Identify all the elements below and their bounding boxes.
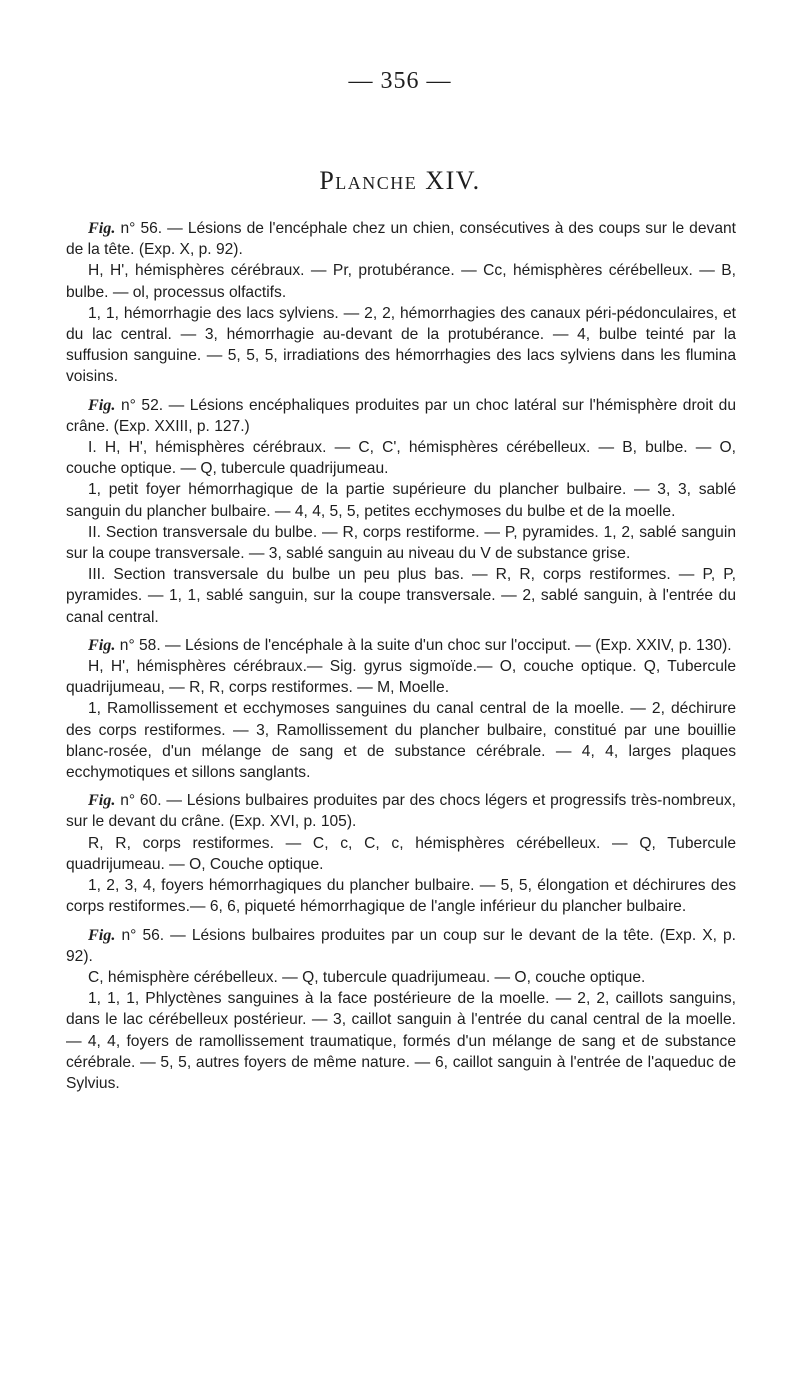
figure-label: Fig. xyxy=(88,925,116,944)
figure-heading xyxy=(66,790,736,832)
legend-paragraph: 1, 2, 3, 4, foyers hémorrhagiques du plancher bulbaire. — 5, 5, élongation et déchirures des corps restiformes.— 6, 6, piqueté hémorrhagique de l'angle inférieur du plancher bulbaire. xyxy=(66,877,736,916)
legend-paragraph: 1, Ramollissement et ecchymoses sanguines du canal central de la moelle. — 2, déchirure des corps restiformes. — 3, Ramollissement du plancher bulbaire, constitué par une bouillie blanc-rosée, d'un mélange de sang et de substance cérébrale. — 4, 4, larges plaques ecchymotiques et sillons sanglants. xyxy=(66,700,736,782)
plate-title: Planche XIV. xyxy=(319,166,481,195)
figure-legend-56 xyxy=(66,218,736,388)
figure-caption: n° 58. — Lésions de l'encéphale à la suite d'un choc sur l'occiput. — (Exp. XXIV, p. 130). xyxy=(115,636,732,654)
figure-label: Fig. xyxy=(88,791,116,810)
figure-legend-56-bis xyxy=(66,925,736,1095)
legend-paragraph: III. Section transversale du bulbe un peu plus bas. — R, R, corps restiformes. — P, P, pyramides. — 1, 1, sablé sanguin, sur la coupe transversale. — 2, sablé sanguin, à l'entrée du canal central. xyxy=(66,566,736,626)
legend-paragraph: H, H', hémisphères cérébraux. — Pr, protubérance. — Cc, hémisphères cérébelleux. — B, bulbe. — ol, processus olfactifs. xyxy=(66,262,736,301)
figure-heading xyxy=(66,218,736,260)
legend-paragraph: I. H, H', hémisphères cérébraux. — C, C', hémisphères cérébelleux. — B, bulbe. — O, couche optique. — Q, tubercule quadrijumeau. xyxy=(66,439,736,478)
legend-paragraph: 1, 1, hémorrhagie des lacs sylviens. — 2, 2, hémorrhagies des canaux péri-pédonculaires, et du lac central. — 3, hémorrhagie au-devant de la protubérance. — 4, bulbe teinté par la suffusion sanguine. — 5, 5, 5, irradiations des hémorrhagies des lacs sylviens dans les flumina voisins. xyxy=(66,304,736,386)
figure-legend-60 xyxy=(66,790,736,917)
figure-label: Fig. xyxy=(88,395,116,414)
figure-caption: n° 56. — Lésions bulbaires produites par un coup sur le devant de la tête. (Exp. X, p. 92). xyxy=(66,926,736,965)
legend-paragraph: II. Section transversale du bulbe. — R, corps restiforme. — P, pyramides. 1, 2, sablé sanguin sur la coupe transversale. — 3, sablé sanguin au niveau du V de substance grise. xyxy=(66,523,736,563)
figure-heading xyxy=(66,635,736,656)
figure-legend-52 xyxy=(66,395,736,628)
plate-legend xyxy=(66,218,736,1094)
legend-paragraph: 1, 1, 1, Phlyctènes sanguines à la face postérieure de la moelle. — 2, 2, caillots sanguins, dans le lac cérébelleux postérieur. — 3, caillot sanguin à l'entrée du canal central de la moelle. — 4, 4, foyers de ramollissement traumatique, formés d'un mélange de sang et de substance cérébrale. — 5, 5, autres foyers de même nature. — 6, caillot sanguin à l'entrée de l'aqueduc de Sylvius. xyxy=(66,990,736,1092)
figure-caption: n° 60. — Lésions bulbaires produites par des chocs légers et progressifs très-nombreux, sur le devant du crâne. (Exp. XVI, p. 105). xyxy=(66,792,736,831)
figure-legend-58 xyxy=(66,635,736,783)
page-number: — 356 — xyxy=(348,68,452,94)
legend-paragraph: 1, petit foyer hémorrhagique de la partie supérieure du plancher bulbaire. — 3, 3, sablé sanguin du plancher bulbaire. — 4, 4, 5, 5, petites ecchymoses du bulbe et de la moelle. xyxy=(66,481,736,520)
figure-heading xyxy=(66,395,736,437)
legend-paragraph: R, R, corps restiformes. — C, c, C, c, hémisphères cérébelleux. — Q, Tubercule quadrijumeau. — O, Couche optique. xyxy=(66,834,736,873)
figure-caption: n° 56. — Lésions de l'encéphale chez un chien, consécutives à des coups sur le devant de la tête. (Exp. X, p. 92). xyxy=(66,220,736,259)
figure-caption: n° 52. — Lésions encéphaliques produites par un choc latéral sur l'hémisphère droit du crâne. (Exp. XXIII, p. 127.) xyxy=(66,396,736,435)
figure-label: Fig. xyxy=(88,219,116,237)
legend-paragraph: H, H', hémisphères cérébraux.— Sig. gyrus sigmoïde.— O, couche optique. Q, Tubercule quadrijumeau, — R, R, corps restiformes. — M, Moelle. xyxy=(66,658,736,697)
figure-heading xyxy=(66,925,736,967)
legend-paragraph: C, hémisphère cérébelleux. — Q, tubercule quadrijumeau. — O, couche optique. xyxy=(88,968,646,986)
figure-label: Fig. xyxy=(88,635,116,654)
